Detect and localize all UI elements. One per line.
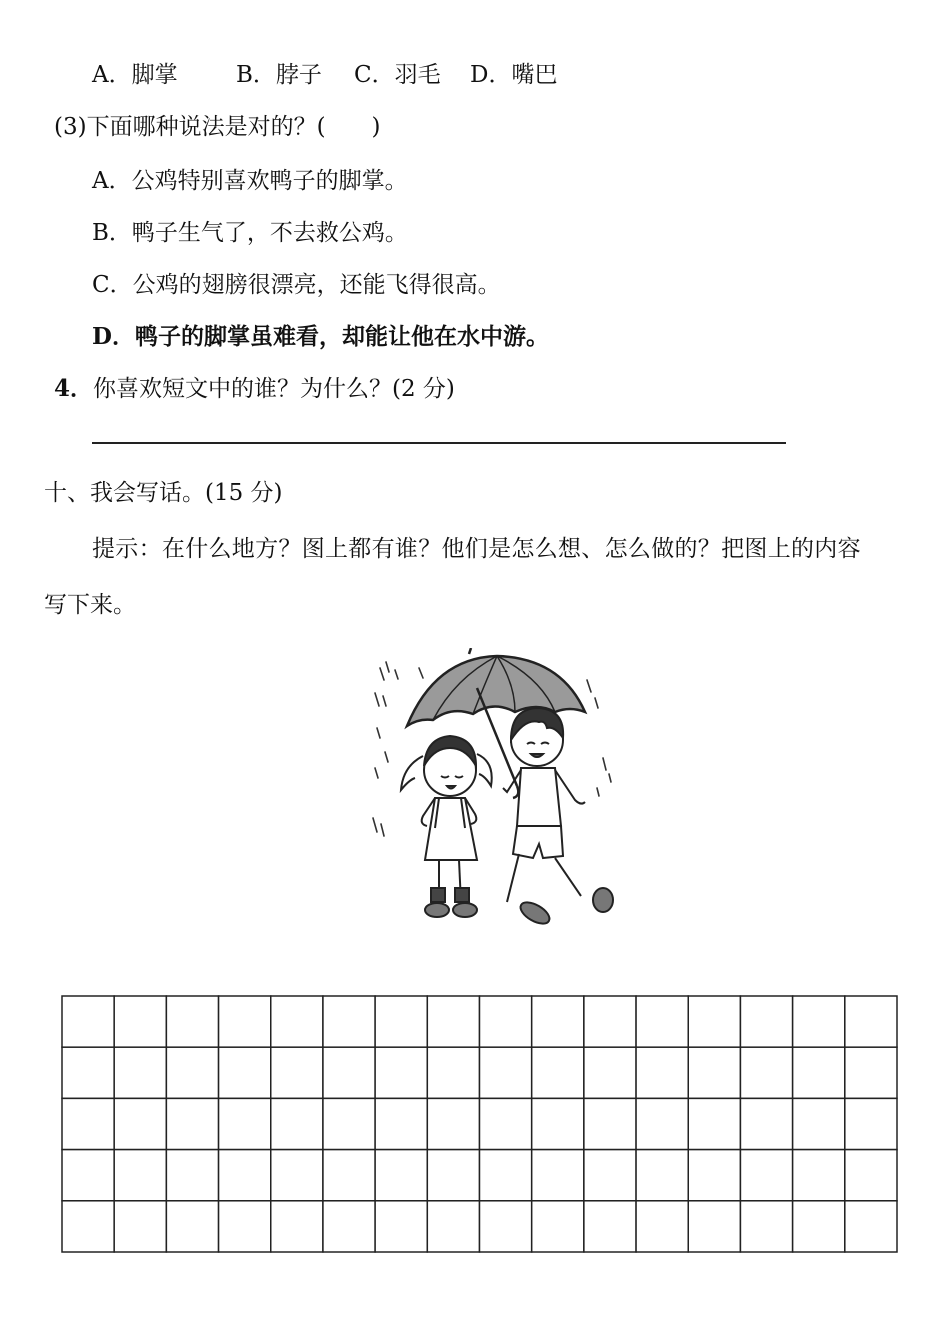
grid-cell[interactable]	[688, 1150, 740, 1201]
grid-cell[interactable]	[480, 1047, 532, 1098]
grid-cell[interactable]	[166, 1047, 218, 1098]
grid-cell[interactable]	[62, 1201, 114, 1252]
section10-prompt-line2: 写下来。	[44, 592, 136, 618]
grid-cell[interactable]	[584, 1098, 636, 1149]
q2-option-b: B．脖子	[236, 62, 322, 88]
grid-cell[interactable]	[532, 996, 584, 1047]
grid-cell[interactable]	[375, 996, 427, 1047]
grid-cell[interactable]	[740, 1201, 792, 1252]
grid-cell[interactable]	[532, 1150, 584, 1201]
grid-cell[interactable]	[480, 996, 532, 1047]
grid-cell[interactable]	[219, 996, 271, 1047]
grid-cell[interactable]	[480, 1098, 532, 1149]
grid-cell[interactable]	[584, 1150, 636, 1201]
grid-cell[interactable]	[375, 1150, 427, 1201]
grid-cell[interactable]	[166, 1150, 218, 1201]
grid-cell[interactable]	[845, 1047, 897, 1098]
grid-cell[interactable]	[271, 1150, 323, 1201]
grid-cell[interactable]	[62, 1047, 114, 1098]
q3-option-d: D．鸭子的脚掌虽难看，却能让他在水中游。	[92, 323, 549, 350]
grid-cell[interactable]	[114, 1150, 166, 1201]
grid-cell[interactable]	[323, 1150, 375, 1201]
q3-option-c: C．公鸡的翅膀很漂亮，还能飞得很高。	[92, 272, 501, 298]
grid-cell[interactable]	[166, 1201, 218, 1252]
grid-cell[interactable]	[845, 996, 897, 1047]
grid-cell[interactable]	[480, 1150, 532, 1201]
section10-title: 十、我会写话。(15 分)	[44, 480, 283, 506]
grid-cell[interactable]	[688, 1047, 740, 1098]
grid-cell[interactable]	[114, 1098, 166, 1149]
grid-cell[interactable]	[219, 1098, 271, 1149]
section10-prompt-line1: 提示：在什么地方？图上都有谁？他们是怎么想、怎么做的？把图上的内容	[92, 536, 861, 562]
q4-number: 4．	[54, 375, 94, 402]
grid-cell[interactable]	[636, 1098, 688, 1149]
grid-cell[interactable]	[323, 1047, 375, 1098]
grid-cell[interactable]	[740, 1150, 792, 1201]
q2-option-c: C．羽毛	[354, 62, 441, 88]
grid-cell[interactable]	[271, 1098, 323, 1149]
grid-cell[interactable]	[793, 1201, 845, 1252]
grid-cell[interactable]	[375, 1201, 427, 1252]
grid-cell[interactable]	[114, 1201, 166, 1252]
q3-stem: (3)下面哪种说法是对的？( )	[54, 114, 381, 140]
grid-cell[interactable]	[740, 1047, 792, 1098]
grid-cell[interactable]	[636, 1150, 688, 1201]
grid-cell[interactable]	[793, 1098, 845, 1149]
q4-answer-line[interactable]	[92, 442, 786, 444]
grid-cell[interactable]	[375, 1098, 427, 1149]
grid-cell[interactable]	[688, 996, 740, 1047]
grid-cell[interactable]	[166, 996, 218, 1047]
grid-cell[interactable]	[427, 1098, 479, 1149]
grid-cell[interactable]	[427, 1150, 479, 1201]
grid-cell[interactable]	[532, 1201, 584, 1252]
grid-cell[interactable]	[219, 1150, 271, 1201]
grid-cell[interactable]	[532, 1098, 584, 1149]
grid-cell[interactable]	[532, 1047, 584, 1098]
girl-figure	[401, 736, 492, 917]
grid-cell[interactable]	[271, 1201, 323, 1252]
q4-text: 你喜欢短文中的谁？为什么？(2 分)	[93, 376, 455, 402]
grid-cell[interactable]	[793, 1150, 845, 1201]
grid-cell[interactable]	[375, 1047, 427, 1098]
grid-cell[interactable]	[62, 1098, 114, 1149]
grid-cell[interactable]	[688, 1098, 740, 1149]
grid-cell[interactable]	[480, 1201, 532, 1252]
grid-cell[interactable]	[271, 996, 323, 1047]
grid-cell[interactable]	[427, 996, 479, 1047]
grid-cell[interactable]	[62, 996, 114, 1047]
boy-figure	[503, 708, 613, 928]
grid-cell[interactable]	[688, 1201, 740, 1252]
grid-cell[interactable]	[323, 996, 375, 1047]
q2-option-d: D．嘴巴	[470, 62, 558, 88]
writing-grid[interactable]	[61, 995, 898, 1253]
grid-cell[interactable]	[323, 1098, 375, 1149]
grid-cell[interactable]	[62, 1150, 114, 1201]
q3-option-b: B．鸭子生气了，不去救公鸡。	[92, 220, 408, 246]
grid-cell[interactable]	[584, 1047, 636, 1098]
grid-cell[interactable]	[793, 1047, 845, 1098]
grid-cell[interactable]	[740, 1098, 792, 1149]
grid-cell[interactable]	[740, 996, 792, 1047]
grid-cell[interactable]	[219, 1201, 271, 1252]
grid-cell[interactable]	[636, 996, 688, 1047]
grid-cell[interactable]	[636, 1201, 688, 1252]
grid-cell[interactable]	[584, 1201, 636, 1252]
grid-cell[interactable]	[114, 1047, 166, 1098]
q4	[54, 374, 455, 404]
grid-cell[interactable]	[323, 1201, 375, 1252]
grid-cell[interactable]	[114, 996, 166, 1047]
grid-cell[interactable]	[845, 1098, 897, 1149]
grid-cell[interactable]	[845, 1201, 897, 1252]
grid-cell[interactable]	[427, 1047, 479, 1098]
grid-cell[interactable]	[793, 996, 845, 1047]
grid-cell[interactable]	[219, 1047, 271, 1098]
q2-option-a: A．脚掌	[92, 62, 178, 88]
children-umbrella-illustration	[365, 648, 627, 933]
q3-option-a: A．公鸡特别喜欢鸭子的脚掌。	[92, 168, 408, 194]
grid-cell[interactable]	[584, 996, 636, 1047]
grid-cell[interactable]	[166, 1098, 218, 1149]
grid-cell[interactable]	[427, 1201, 479, 1252]
grid-cell[interactable]	[271, 1047, 323, 1098]
grid-cell[interactable]	[845, 1150, 897, 1201]
grid-cell[interactable]	[636, 1047, 688, 1098]
